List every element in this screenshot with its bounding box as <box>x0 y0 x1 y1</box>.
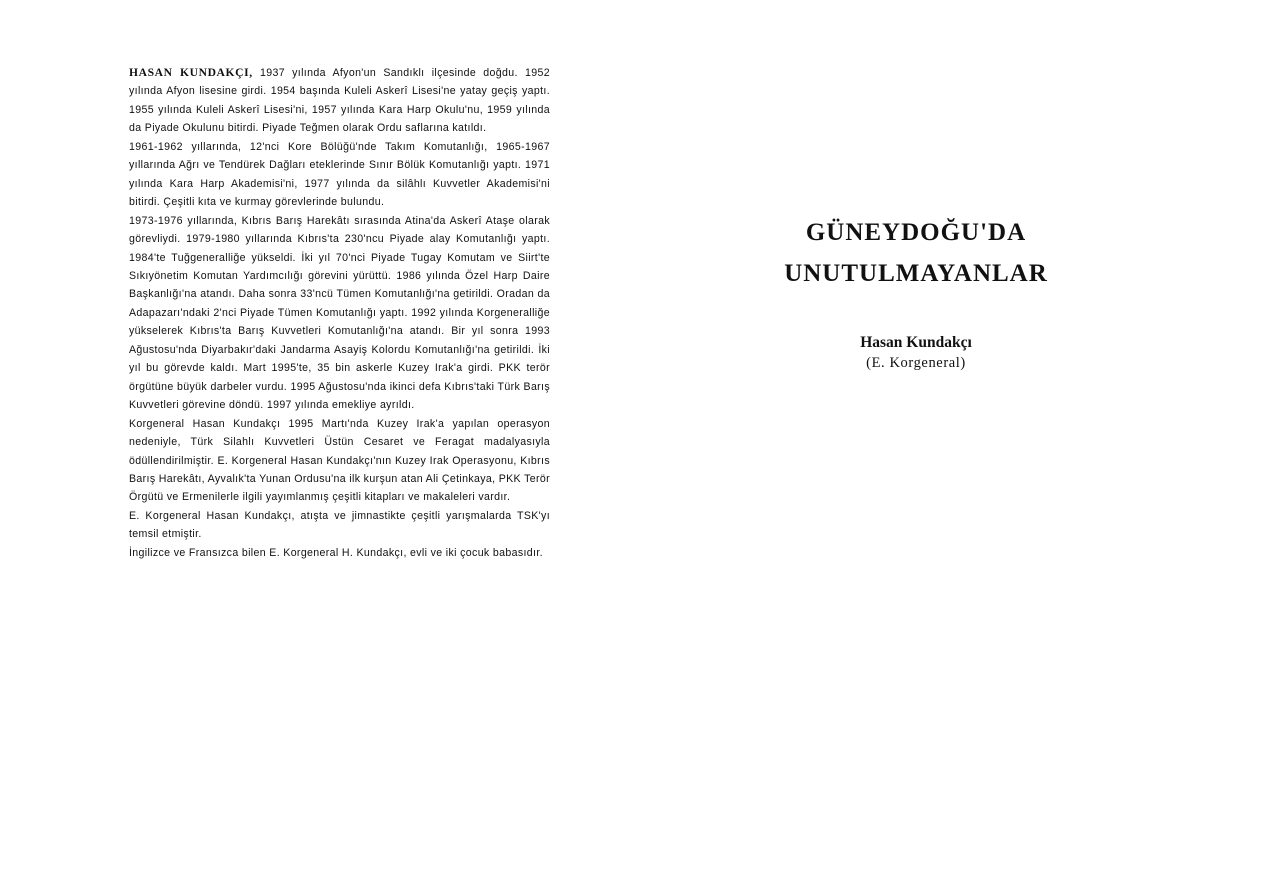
bio-paragraph-3: 1973-1976 yıllarında, Kıbrıs Barış Harekâtı sırasında Atina'da Askerî Ataşe olarak görevliydi. 1979-1980 yıllarında Kıbrıs'ta 230'ncu Piyade alay Komutanlığı yaptı. 1984'te Tuğgeneralliğe yükseldi. İki yıl 70'nci Piyade Tugay Komutam ve Siirt'te Sıkıyönetim Komutan Yardımcılığı görevini yürüttü. 1986 yılında Özel Harp Daire Başkanlığı'na atandı. Daha sonra 33'ncü Tümen Komutanlığı'na getirildi. Oradan da Adapazarı'ndaki 2'nci Piyade Tümen Komutanlığı yaptı. 1992 yılında Korgeneralliğe yükselerek Kıbrıs'ta Barış Kuvvetleri Komutanlığı'na atandı. Bir yıl sonra 1993 Ağustosu'nda Diyarbakır'daki Jandarma Asayiş Kolordu Komutanlığı'na getirildi. İki yıl bu görevde kaldı. Mart 1995'te, 35 bin askerle Kuzey Irak'a girdi. PKK terör örgütüne büyük darbeler vurdu. 1995 Ağustosu'nda ikinci defa Kıbrıs'taki Türk Barış Kuvvetleri görevine döndü. 1997 yılında emekliye ayrıldı. <box>129 214 550 412</box>
title-page <box>730 212 1102 374</box>
book-title-line-2: UNUTULMAYANLAR <box>784 260 1048 287</box>
author-name-lead: HASAN KUNDAKÇI, <box>129 66 253 79</box>
bio-paragraph-1-text: 1937 yılında Afyon'un Sandıklı ilçesinde doğdu. 1952 yılında Afyon lisesine girdi. 1954 başında Kuleli Askerî Lisesi'ne yatay geçiş yaptı. 1955 yılında Kuleli Askerî Lisesi'ni, 1957 yılında Kara Harp Okulu'nu, 1959 yılında da Piyade Okulunu bitirdi. Piyade Teğmen olarak Ordu saflarına katıldı. <box>129 67 550 135</box>
author-name: Hasan Kundakçı <box>860 334 972 351</box>
author-biography <box>129 64 550 562</box>
book-title-line-1: GÜNEYDOĞU'DA <box>805 219 1027 246</box>
author-rank: (E. Korgeneral) <box>866 355 966 371</box>
bio-paragraph-2: 1961-1962 yıllarında, 12'nci Kore Bölüğü'nde Takım Komutanlığı, 1965-1967 yıllarında Ağrı ve Tendürek Dağları eteklerinde Sınır Bölük Komutanlığı yaptı. 1971 yılında Kara Harp Akademisi'ni, 1977 yılında da silâhlı Kuvvetler Akademisi'ni bitirdi. Çeşitli kıta ve kurmay görevlerinde bulundu. <box>129 140 550 209</box>
bio-paragraph-1 <box>129 64 550 138</box>
bio-paragraph-4: Korgeneral Hasan Kundakçı 1995 Martı'nda Kuzey Irak'a yapılan operasyon nedeniyle, Türk Silahlı Kuvvetleri Üstün Cesaret ve Feragat madalyasıyla ödüllendirilmiştir. E. Korgeneral Hasan Kundakçı'nın Kuzey Irak Operasyonu, Kıbrıs Barış Harekâtı, Ayvalık'ta Yunan Ordusu'na ilk kurşun atan Ali Çetinkaya, PKK Terör Örgütü ve Ermenilerle ilgili yayımlanmış çeşitli kitapları ve makaleleri vardır. <box>129 417 550 504</box>
bio-paragraph-5: E. Korgeneral Hasan Kundakçı, atışta ve jimnastikte çeşitli yarışmalarda TSK'yı temsil etmiştir. <box>129 509 550 541</box>
bio-paragraph-6: İngilizce ve Fransızca bilen E. Korgeneral H. Kundakçı, evli ve iki çocuk babasıdır. <box>129 546 543 559</box>
book-title <box>730 212 1102 294</box>
